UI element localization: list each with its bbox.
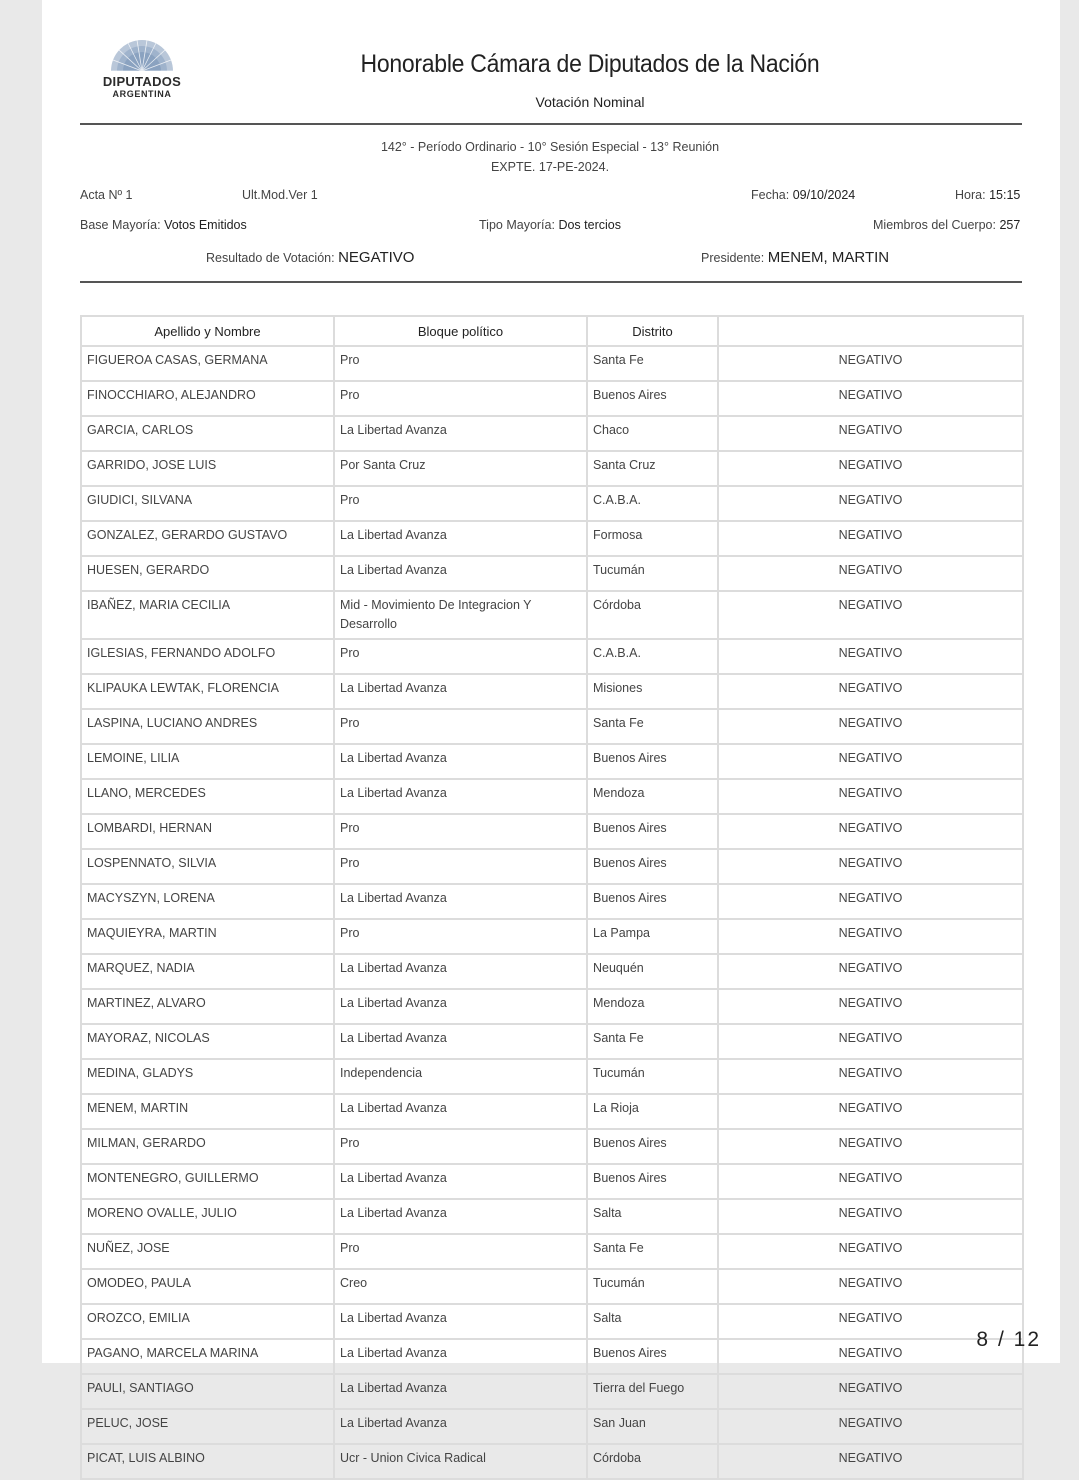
- member-name-cell: GARCIA, CARLOS: [81, 416, 334, 451]
- vote-cell: NEGATIVO: [718, 1199, 1023, 1234]
- bloque-cell: Independencia: [334, 1059, 587, 1094]
- bloque-cell: Mid - Movimiento De Integracion Y Desarrollo: [334, 591, 587, 639]
- table-row: [81, 486, 1023, 521]
- miembros-label: Miembros del Cuerpo:: [873, 218, 996, 232]
- member-name-cell: FIGUEROA CASAS, GERMANA: [81, 346, 334, 381]
- tipo-mayoria-field: [479, 218, 621, 232]
- presidente-label: Presidente:: [701, 251, 765, 265]
- member-name-cell: MACYSZYN, LORENA: [81, 884, 334, 919]
- table-row: [81, 1129, 1023, 1164]
- vote-cell: NEGATIVO: [718, 954, 1023, 989]
- vote-cell: NEGATIVO: [718, 1164, 1023, 1199]
- member-name-cell: IBAÑEZ, MARIA CECILIA: [81, 591, 334, 639]
- distrito-cell: Buenos Aires: [587, 1164, 718, 1199]
- distrito-cell: Córdoba: [587, 1444, 718, 1479]
- member-name-cell: NUÑEZ, JOSE: [81, 1234, 334, 1269]
- vote-cell: NEGATIVO: [718, 1234, 1023, 1269]
- table-row: [81, 591, 1023, 639]
- table-row: [81, 954, 1023, 989]
- member-name-cell: KLIPAUKA LEWTAK, FLORENCIA: [81, 674, 334, 709]
- bloque-cell: Pro: [334, 1234, 587, 1269]
- bloque-cell: La Libertad Avanza: [334, 779, 587, 814]
- table-row: [81, 1339, 1023, 1374]
- member-name-cell: LOMBARDI, HERNAN: [81, 814, 334, 849]
- votes-table: [80, 315, 1024, 1480]
- distrito-cell: Santa Fe: [587, 709, 718, 744]
- distrito-cell: Córdoba: [587, 591, 718, 639]
- table-row: [81, 779, 1023, 814]
- table-row: [81, 674, 1023, 709]
- vote-cell: NEGATIVO: [718, 1444, 1023, 1479]
- distrito-cell: Santa Fe: [587, 1234, 718, 1269]
- vote-cell: NEGATIVO: [718, 381, 1023, 416]
- bloque-cell: La Libertad Avanza: [334, 1024, 587, 1059]
- vote-cell: NEGATIVO: [718, 744, 1023, 779]
- vote-cell: NEGATIVO: [718, 1024, 1023, 1059]
- vote-cell: NEGATIVO: [718, 556, 1023, 591]
- miembros-value: 257: [999, 218, 1021, 232]
- member-name-cell: MAYORAZ, NICOLAS: [81, 1024, 334, 1059]
- vote-cell: NEGATIVO: [718, 639, 1023, 674]
- table-row: [81, 451, 1023, 486]
- distrito-cell: Santa Cruz: [587, 451, 718, 486]
- resultado-value: NEGATIVO: [338, 249, 415, 266]
- column-header-name: Apellido y Nombre: [81, 316, 334, 346]
- bloque-cell: Pro: [334, 346, 587, 381]
- table-row: [81, 1164, 1023, 1199]
- member-name-cell: MONTENEGRO, GUILLERMO: [81, 1164, 334, 1199]
- member-name-cell: LLANO, MERCEDES: [81, 779, 334, 814]
- table-row: [81, 1094, 1023, 1129]
- vote-cell: NEGATIVO: [718, 1094, 1023, 1129]
- tipo-mayoria-value: Dos tercios: [558, 218, 621, 232]
- table-row: [81, 709, 1023, 744]
- table-row: [81, 1304, 1023, 1339]
- resultado-label: Resultado de Votación:: [206, 251, 335, 265]
- member-name-cell: MORENO OVALLE, JULIO: [81, 1199, 334, 1234]
- member-name-cell: LOSPENNATO, SILVIA: [81, 849, 334, 884]
- bloque-cell: La Libertad Avanza: [334, 989, 587, 1024]
- page-separator: /: [997, 1328, 1006, 1351]
- bloque-cell: La Libertad Avanza: [334, 1094, 587, 1129]
- congress-dome-icon: [109, 38, 175, 72]
- table-row: [81, 884, 1023, 919]
- bloque-cell: La Libertad Avanza: [334, 674, 587, 709]
- member-name-cell: HUESEN, GERARDO: [81, 556, 334, 591]
- table-row: [81, 1024, 1023, 1059]
- member-name-cell: MAQUIEYRA, MARTIN: [81, 919, 334, 954]
- member-name-cell: MILMAN, GERARDO: [81, 1129, 334, 1164]
- distrito-cell: Buenos Aires: [587, 884, 718, 919]
- table-row: [81, 849, 1023, 884]
- member-name-cell: MARQUEZ, NADIA: [81, 954, 334, 989]
- page-total: 12: [1013, 1328, 1041, 1351]
- distrito-cell: Salta: [587, 1199, 718, 1234]
- distrito-cell: Mendoza: [587, 779, 718, 814]
- bloque-cell: Ucr - Union Civica Radical: [334, 1444, 587, 1479]
- bloque-cell: La Libertad Avanza: [334, 1339, 587, 1374]
- distrito-cell: Buenos Aires: [587, 849, 718, 884]
- vote-cell: NEGATIVO: [718, 884, 1023, 919]
- table-row: [81, 639, 1023, 674]
- table-row: [81, 919, 1023, 954]
- member-name-cell: MARTINEZ, ALVARO: [81, 989, 334, 1024]
- document-subtitle: Votación Nominal: [535, 94, 645, 110]
- vote-cell: NEGATIVO: [718, 416, 1023, 451]
- vote-cell: NEGATIVO: [718, 1339, 1023, 1374]
- bloque-cell: Creo: [334, 1269, 587, 1304]
- vote-cell: NEGATIVO: [718, 1129, 1023, 1164]
- vote-cell: NEGATIVO: [718, 486, 1023, 521]
- column-header-bloque: Bloque político: [334, 316, 587, 346]
- bloque-cell: La Libertad Avanza: [334, 1199, 587, 1234]
- hora-value: 15:15: [989, 188, 1021, 202]
- bloque-cell: La Libertad Avanza: [334, 1374, 587, 1409]
- hora-label: Hora:: [955, 188, 986, 202]
- table-row: [81, 416, 1023, 451]
- bloque-cell: La Libertad Avanza: [334, 521, 587, 556]
- member-name-cell: MENEM, MARTIN: [81, 1094, 334, 1129]
- bloque-cell: Pro: [334, 381, 587, 416]
- session-info: [300, 137, 800, 177]
- table-row: [81, 556, 1023, 591]
- table-row: [81, 1059, 1023, 1094]
- fecha-field: [751, 188, 855, 202]
- vote-cell: NEGATIVO: [718, 674, 1023, 709]
- bloque-cell: La Libertad Avanza: [334, 556, 587, 591]
- table-row: [81, 381, 1023, 416]
- diputados-logo: [92, 38, 192, 108]
- bloque-cell: Pro: [334, 919, 587, 954]
- table-header-row: [81, 316, 1023, 346]
- member-name-cell: MEDINA, GLADYS: [81, 1059, 334, 1094]
- vote-cell: NEGATIVO: [718, 451, 1023, 486]
- member-name-cell: GARRIDO, JOSE LUIS: [81, 451, 334, 486]
- table-row: [81, 521, 1023, 556]
- table-row: [81, 989, 1023, 1024]
- presidente-field: [701, 249, 889, 266]
- document-title: Honorable Cámara de Diputados de la Nación: [360, 50, 820, 78]
- vote-cell: NEGATIVO: [718, 779, 1023, 814]
- distrito-cell: Santa Fe: [587, 1024, 718, 1059]
- vote-cell: NEGATIVO: [718, 989, 1023, 1024]
- session-line: 142° - Período Ordinario - 10° Sesión Especial - 13° Reunión: [380, 140, 720, 154]
- vote-cell: NEGATIVO: [718, 346, 1023, 381]
- presidente-value: MENEM, MARTIN: [767, 249, 890, 266]
- distrito-cell: Buenos Aires: [587, 1339, 718, 1374]
- member-name-cell: GIUDICI, SILVANA: [81, 486, 334, 521]
- distrito-cell: Neuquén: [587, 954, 718, 989]
- distrito-cell: C.A.B.A.: [587, 639, 718, 674]
- distrito-cell: Tucumán: [587, 556, 718, 591]
- distrito-cell: Buenos Aires: [587, 814, 718, 849]
- resultado-field: [206, 249, 414, 266]
- table-row: [81, 1234, 1023, 1269]
- vote-cell: NEGATIVO: [718, 709, 1023, 744]
- miembros-field: [873, 218, 1020, 232]
- member-name-cell: OROZCO, EMILIA: [81, 1304, 334, 1339]
- vote-cell: NEGATIVO: [718, 814, 1023, 849]
- distrito-cell: Tucumán: [587, 1059, 718, 1094]
- column-header-distrito: Distrito: [587, 316, 718, 346]
- bloque-cell: La Libertad Avanza: [334, 1304, 587, 1339]
- bloque-cell: Por Santa Cruz: [334, 451, 587, 486]
- hora-field: [955, 188, 1020, 202]
- expediente-line: EXPTE. 17-PE-2024.: [490, 160, 610, 174]
- distrito-cell: Tucumán: [587, 1269, 718, 1304]
- bloque-cell: Pro: [334, 639, 587, 674]
- header-divider: [80, 123, 1022, 125]
- distrito-cell: Misiones: [587, 674, 718, 709]
- meta-divider: [80, 281, 1022, 283]
- distrito-cell: Chaco: [587, 416, 718, 451]
- logo-name: DIPUTADOS: [102, 74, 182, 89]
- member-name-cell: PAGANO, MARCELA MARINA: [81, 1339, 334, 1374]
- member-name-cell: GONZALEZ, GERARDO GUSTAVO: [81, 521, 334, 556]
- vote-cell: NEGATIVO: [718, 849, 1023, 884]
- bloque-cell: La Libertad Avanza: [334, 1409, 587, 1444]
- bloque-cell: La Libertad Avanza: [334, 1164, 587, 1199]
- table-row: [81, 346, 1023, 381]
- base-mayoria-field: [80, 218, 247, 232]
- table-row: [81, 1409, 1023, 1444]
- table-row: [81, 744, 1023, 779]
- table-row: [81, 1199, 1023, 1234]
- bloque-cell: Pro: [334, 849, 587, 884]
- table-row: [81, 1269, 1023, 1304]
- distrito-cell: La Pampa: [587, 919, 718, 954]
- distrito-cell: Buenos Aires: [587, 744, 718, 779]
- table-row: [81, 1444, 1023, 1479]
- bloque-cell: La Libertad Avanza: [334, 744, 587, 779]
- tipo-mayoria-label: Tipo Mayoría:: [479, 218, 555, 232]
- vote-cell: NEGATIVO: [718, 521, 1023, 556]
- bloque-cell: La Libertad Avanza: [334, 884, 587, 919]
- member-name-cell: LASPINA, LUCIANO ANDRES: [81, 709, 334, 744]
- vote-cell: NEGATIVO: [718, 1374, 1023, 1409]
- base-mayoria-label: Base Mayoría:: [80, 218, 161, 232]
- vote-cell: NEGATIVO: [718, 1059, 1023, 1094]
- bloque-cell: La Libertad Avanza: [334, 416, 587, 451]
- base-mayoria-value: Votos Emitidos: [164, 218, 247, 232]
- page-current: 8: [976, 1328, 991, 1351]
- member-name-cell: IGLESIAS, FERNANDO ADOLFO: [81, 639, 334, 674]
- vote-cell: NEGATIVO: [718, 1269, 1023, 1304]
- fecha-value: 09/10/2024: [792, 188, 856, 202]
- member-name-cell: LEMOINE, LILIA: [81, 744, 334, 779]
- member-name-cell: PELUC, JOSE: [81, 1409, 334, 1444]
- ult-mod-version: Ult.Mod.Ver 1: [242, 188, 318, 202]
- page-indicator: [976, 1328, 1041, 1352]
- member-name-cell: OMODEO, PAULA: [81, 1269, 334, 1304]
- fecha-label: Fecha:: [751, 188, 790, 202]
- distrito-cell: C.A.B.A.: [587, 486, 718, 521]
- distrito-cell: Santa Fe: [587, 346, 718, 381]
- bloque-cell: Pro: [334, 814, 587, 849]
- distrito-cell: San Juan: [587, 1409, 718, 1444]
- member-name-cell: FINOCCHIARO, ALEJANDRO: [81, 381, 334, 416]
- vote-cell: NEGATIVO: [718, 1304, 1023, 1339]
- member-name-cell: PAULI, SANTIAGO: [81, 1374, 334, 1409]
- logo-subtitle: ARGENTINA: [112, 89, 172, 99]
- votes-table-body: [81, 346, 1023, 1479]
- bloque-cell: Pro: [334, 1129, 587, 1164]
- distrito-cell: La Rioja: [587, 1094, 718, 1129]
- column-header-vote: [718, 316, 1023, 346]
- vote-cell: NEGATIVO: [718, 591, 1023, 639]
- distrito-cell: Tierra del Fuego: [587, 1374, 718, 1409]
- distrito-cell: Buenos Aires: [587, 381, 718, 416]
- distrito-cell: Buenos Aires: [587, 1129, 718, 1164]
- distrito-cell: Salta: [587, 1304, 718, 1339]
- bloque-cell: La Libertad Avanza: [334, 954, 587, 989]
- bloque-cell: Pro: [334, 709, 587, 744]
- table-row: [81, 814, 1023, 849]
- bloque-cell: Pro: [334, 486, 587, 521]
- table-row: [81, 1374, 1023, 1409]
- vote-cell: NEGATIVO: [718, 919, 1023, 954]
- distrito-cell: Mendoza: [587, 989, 718, 1024]
- distrito-cell: Formosa: [587, 521, 718, 556]
- acta-number: Acta Nº 1: [80, 188, 133, 202]
- member-name-cell: PICAT, LUIS ALBINO: [81, 1444, 334, 1479]
- vote-cell: NEGATIVO: [718, 1409, 1023, 1444]
